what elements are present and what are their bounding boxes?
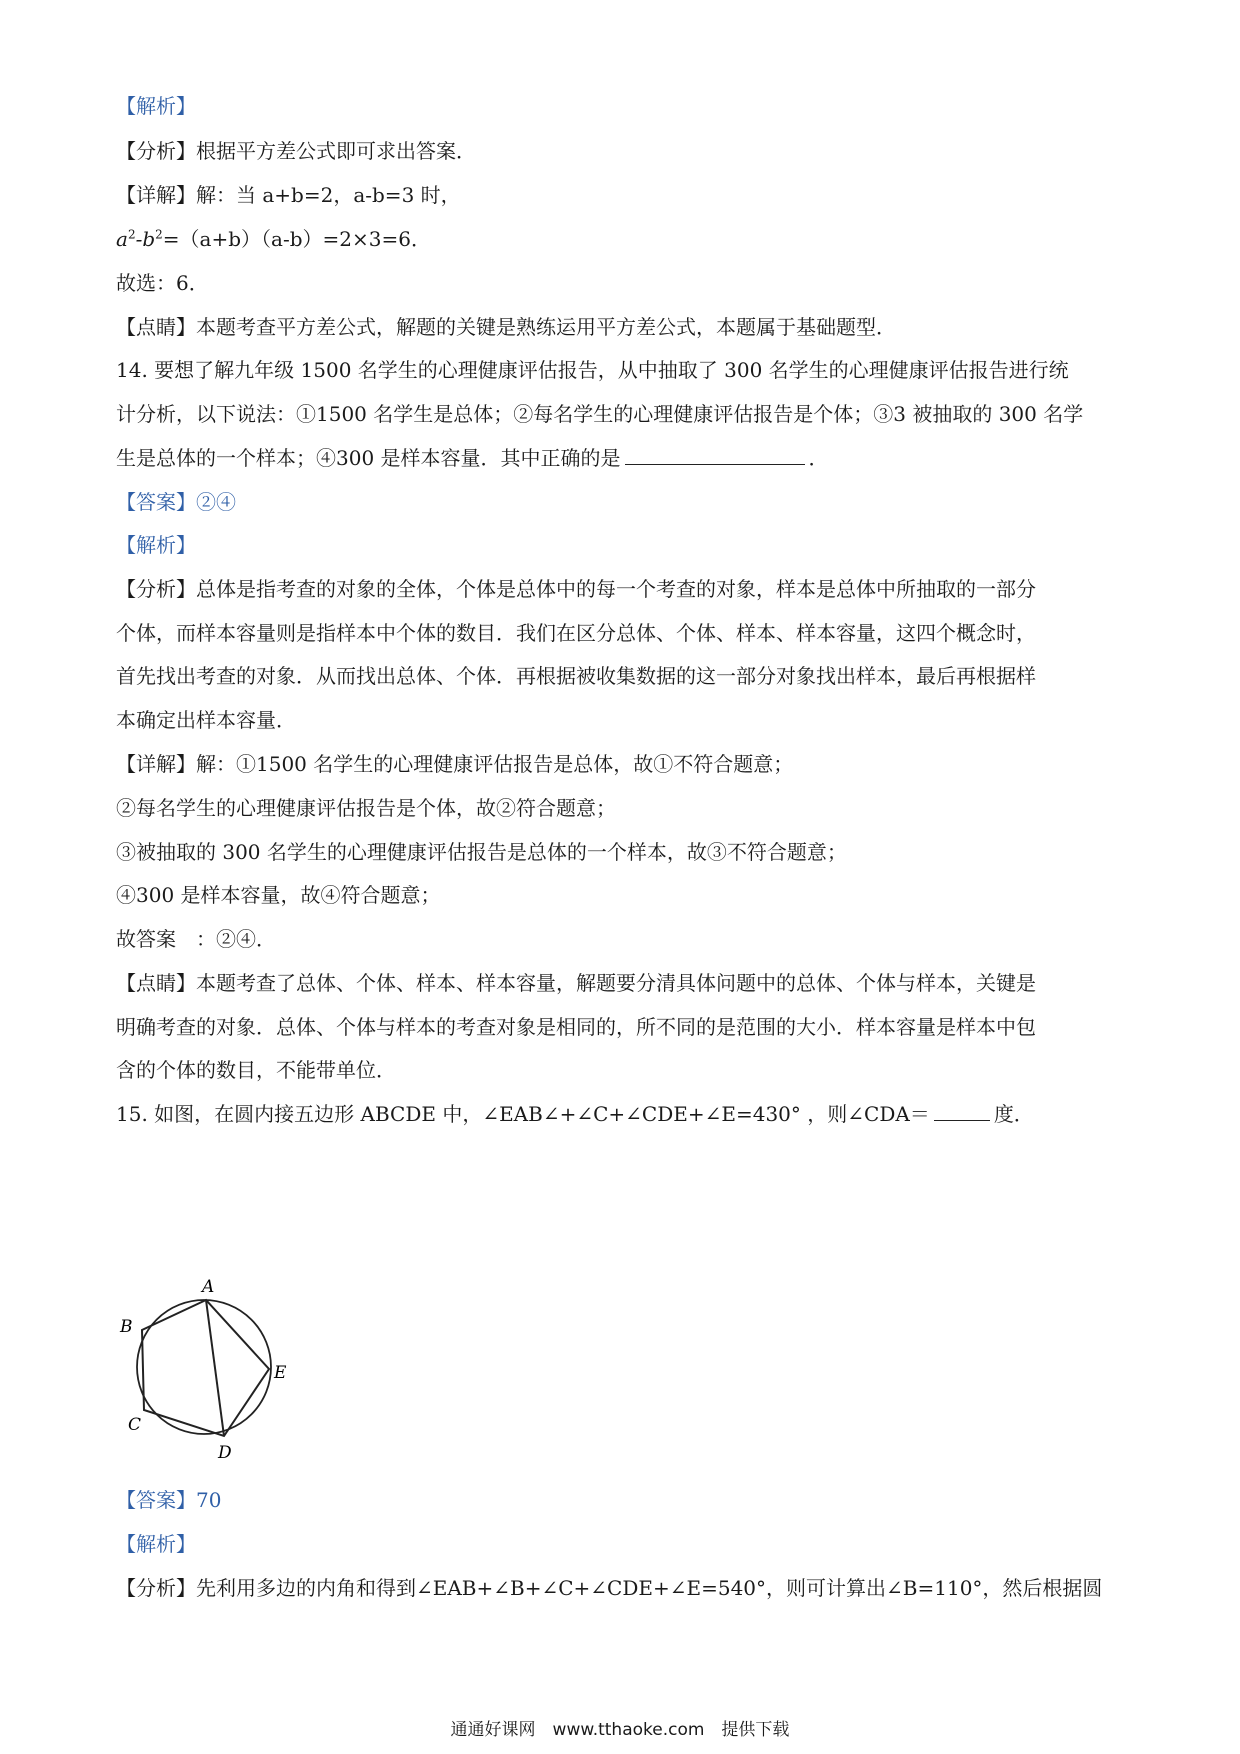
q14-detail-line-3: ③被抽取的 300 名学生的心理健康评估报告是总体的一个样本，故③不符合题意； [116, 840, 847, 864]
q14-jiexi-label: 【解析】 [116, 533, 196, 557]
q15-stem-text: 15. 如图，在圆内接五边形 ABCDE 中，∠EAB∠+∠C+∠CDE+∠E=430° ，则∠CDA＝ [116, 1102, 930, 1126]
q14-analysis-line-1: 【分析】总体是指考查的对象的全体，个体是总体中的每一个考查的对象，样本是总体中所抽取的一部分 [116, 577, 1036, 601]
q14-analysis-line-3: 首先找出考查的对象．从而找出总体、个体．再根据被收集数据的这一部分对象找出样本，最后再根据样 [116, 664, 1036, 688]
q15-jiexi-label: 【解析】 [116, 1532, 196, 1556]
q14-detail-line-1: 【详解】解：①1500 名学生的心理健康评估报告是总体，故①不符合题意； [116, 752, 794, 776]
q14-stem-text: 生是总体的一个样本；④300 是样本容量．其中正确的是 [116, 446, 621, 470]
q13-comment: 【点睛】本题考查平方差公式，解题的关键是熟练运用平方差公式，本题属于基础题型． [116, 315, 896, 339]
label-a: A [202, 1277, 215, 1297]
q13-analysis: 【分析】根据平方差公式即可求出答案． [116, 139, 476, 163]
q15-answer: 【答案】70 [116, 1488, 222, 1512]
formula-b: -b [135, 227, 156, 251]
formula-sup-2: 2 [155, 227, 163, 242]
label-d: D [218, 1443, 232, 1460]
q14-detail-line-4: ④300 是样本容量，故④符合题意； [116, 883, 441, 907]
q13-choice: 故选：6． [116, 271, 209, 295]
q14-analysis-line-2: 个体，而样本容量则是指样本中个体的数目．我们在区分总体、个体、样本、样本容量，这四个概念时， [116, 621, 1036, 645]
q14-answer: 【答案】②④ [116, 490, 236, 514]
inscribed-pentagon-figure [112, 1270, 302, 1460]
formula-a: a [116, 227, 128, 251]
label-c: C [128, 1415, 142, 1435]
page-footer: 通通好课网 www.tthaoke.com 提供下载 [450, 1720, 790, 1740]
q14-analysis-line-4: 本确定出样本容量． [116, 708, 296, 732]
q14-comment-line-2: 明确考查的对象．总体、个体与样本的考查对象是相同的，所不同的是范围的大小．样本容量是样本中包 [116, 1015, 1036, 1039]
q14-stem-line-2: 计分析，以下说法：①1500 名学生是总体；②每名学生的心理健康评估报告是个体；③3 被抽取的 300 名学 [116, 402, 1084, 426]
q14-stem-line-1: 14. 要想了解九年级 1500 名学生的心理健康评估报告，从中抽取了 300 名学生的心理健康评估报告进行统 [116, 358, 1069, 382]
q15-analysis: 【分析】先利用多边的内角和得到∠EAB+∠B+∠C+∠CDE+∠E=540°，则可计算出∠B=110°，然后根据圆 [116, 1576, 1103, 1600]
q14-comment-line-1: 【点睛】本题考查了总体、个体、样本、样本容量，解题要分清具体问题中的总体、个体与样本，关键是 [116, 971, 1036, 995]
formula-sup-1: 2 [127, 227, 136, 242]
q14-conclusion: 故答案 ：②④． [116, 927, 276, 951]
q13-detail: 【详解】解：当 a+b=2，a-b=3 时， [116, 183, 461, 207]
diagonal-ad [206, 1300, 224, 1436]
q13-jiexi-label: 【解析】 [116, 94, 196, 118]
q14-stem-end: ． [808, 446, 829, 470]
q15-answer-blank [934, 1100, 990, 1121]
formula-rest: =（a+b）（a-b）=2×3=6． [162, 227, 431, 251]
q14-answer-blank [625, 444, 805, 465]
q14-comment-line-3: 含的个体的数目，不能带单位． [116, 1058, 396, 1082]
q13-formula [116, 225, 1126, 253]
q15-stem [116, 1100, 1126, 1128]
label-e: E [274, 1363, 287, 1383]
q14-stem-line-3 [116, 444, 1126, 472]
label-b: B [120, 1317, 133, 1337]
q14-detail-line-2: ②每名学生的心理健康评估报告是个体，故②符合题意； [116, 796, 616, 820]
q15-stem-end: 度． [993, 1102, 1034, 1126]
